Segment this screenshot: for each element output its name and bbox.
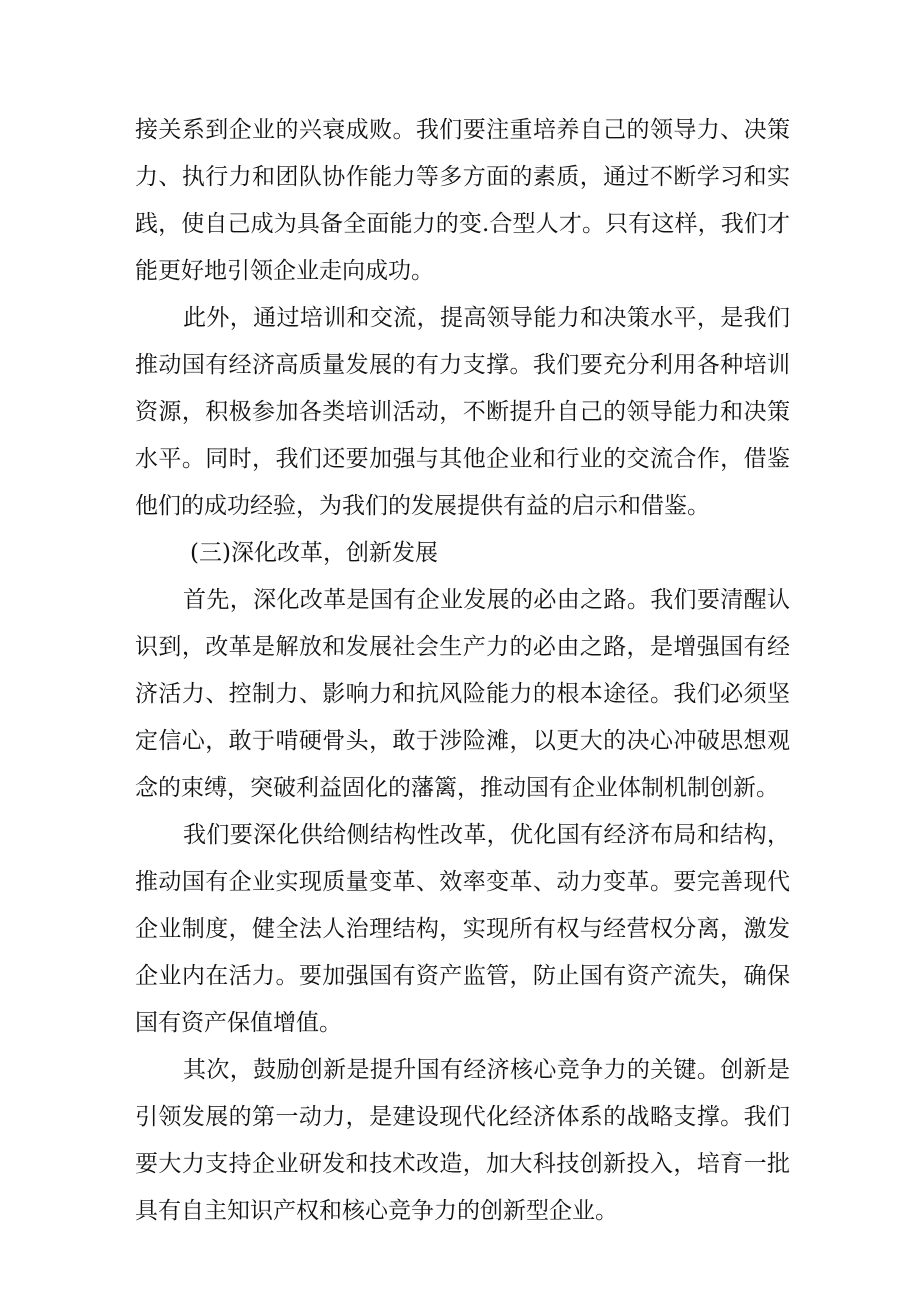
text-line: 其次，鼓励创新是提升国有经济核心竞争力的关键。创新是	[183, 1057, 790, 1083]
text-line: 接关系到企业的兴衰成败。我们要注重培养自己的领导力、决策	[135, 117, 790, 143]
text-line: 我们要深化供给侧结构性改革，优化国有经济布局和结构，	[183, 822, 790, 848]
text-line: 要大力支持企业研发和技术改造，加大科技创新投入，培育一批	[135, 1151, 790, 1177]
text-line: 资源，积极参加各类培训活动，不断提升自己的领导能力和决策	[135, 399, 790, 425]
text-line: 企业内在活力。要加强国有资产监管，防止国有资产流失，确保	[135, 963, 790, 989]
text-line: 识到，改革是解放和发展社会生产力的必由之路，是增强国有经	[135, 634, 790, 660]
text-line: 国有资产保值增值。	[135, 1010, 342, 1036]
text-line: 念的束缚，突破利益固化的藩篱，推动国有企业体制机制创新。	[135, 775, 779, 801]
section-heading: (三)深化改革，创新发展	[190, 540, 438, 566]
text-line: 此外，通过培训和交流，提高领导能力和决策水平，是我们	[183, 305, 790, 331]
text-line: 首先，深化改革是国有企业发展的必由之路。我们要清醒认	[183, 587, 790, 613]
text-line: 推动国有经济高质量发展的有力支撑。我们要充分利用各种培训	[135, 352, 790, 378]
text-line: 他们的成功经验，为我们的发展提供有益的启示和借鉴。	[135, 493, 710, 519]
text-line: 能更好地引领企业走向成功。	[135, 258, 434, 284]
text-line: 定信心，敢于啃硬骨头，敢于涉险滩，以更大的决心冲破思想观	[135, 728, 790, 754]
text-line: 水平。同时，我们还要加强与其他企业和行业的交流合作，借鉴	[135, 446, 790, 472]
text-line: 企业制度，健全法人治理结构，实现所有权与经营权分离，激发	[135, 916, 790, 942]
text-line: 济活力、控制力、影响力和抗风险能力的根本途径。我们必须坚	[135, 681, 790, 707]
text-line: 推动国有企业实现质量变革、效率变革、动力变革。要完善现代	[135, 869, 790, 895]
text-line: 力、执行力和团队协作能力等多方面的素质，通过不断学习和实	[135, 164, 790, 190]
text-line: 具有自主知识产权和核心竞争力的创新型企业。	[135, 1198, 618, 1224]
text-line: 引领发展的第一动力，是建设现代化经济体系的战略支撑。我们	[135, 1104, 790, 1130]
text-line: 践，使自己成为具备全面能力的变.合型人才。只有这样，我们才	[135, 211, 790, 237]
